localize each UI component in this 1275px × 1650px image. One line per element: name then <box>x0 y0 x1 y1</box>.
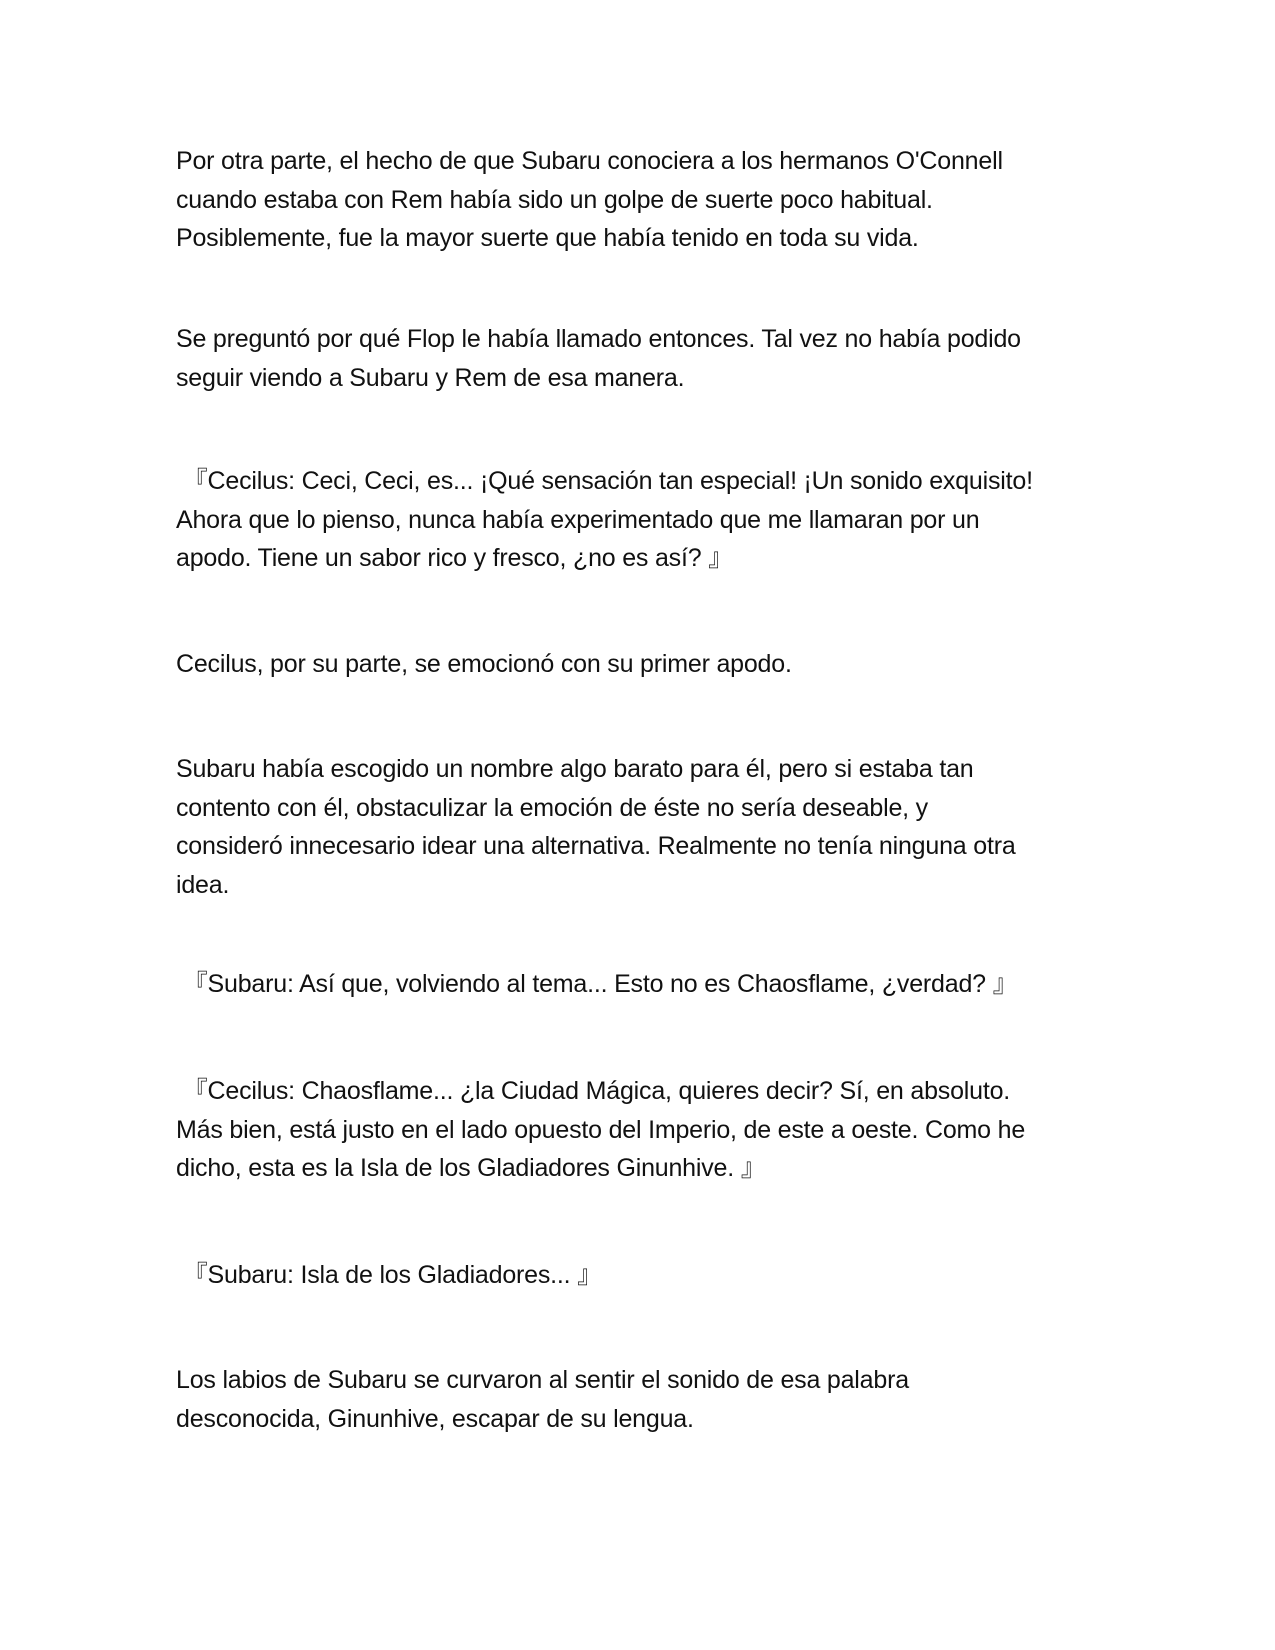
dialogue-cecilus-apodo: 『Cecilus: Ceci, Ceci, es... ¡Qué sensación tan especial! ¡Un sonido exquisito! Ahora que lo pienso, nunca había experimentado que me llamaran por un apodo. Tiene un sabor rico y fresco, ¿no es así? 』 <box>176 467 1033 572</box>
dialogue-cecilus-ginunhive: 『Cecilus: Chaosflame... ¿la Ciudad Mágica, quieres decir? Sí, en absoluto. Más bien, está justo en el lado opuesto del Imperio, de este a oeste. Como he dicho, esta es la Isla de los Gladiadores Ginunhive. 』 <box>176 1077 1026 1182</box>
paragraph-cecilus-emocion: Cecilus, por su parte, se emocionó con su primer apodo. <box>176 650 792 678</box>
paragraph-subaru-nombre: Subaru había escogido un nombre algo barato para él, pero si estaba tan contento con él, obstaculizar la emoción de éste no sería deseable, y consideró innecesario idear una alternativa. Realmente no tenía ninguna otra idea. <box>176 755 1016 899</box>
paragraph-labios-subaru: Los labios de Subaru se curvaron al sentir el sonido de esa palabra desconocida, Ginunhive, escapar de su lengua. <box>176 1366 909 1433</box>
paragraph-oconnell: Por otra parte, el hecho de que Subaru conociera a los hermanos O'Connell cuando estaba con Rem había sido un golpe de suerte poco habitual. Posiblemente, fue la mayor suerte que había tenido en toda su vida. <box>176 147 1003 252</box>
dialogue-subaru-chaosflame: 『Subaru: Así que, volviendo al tema... Esto no es Chaosflame, ¿verdad? 』 <box>176 970 1018 998</box>
paragraph-flop: Se preguntó por qué Flop le había llamado entonces. Tal vez no había podido seguir viendo a Subaru y Rem de esa manera. <box>176 325 1021 392</box>
dialogue-subaru-isla: 『Subaru: Isla de los Gladiadores... 』 <box>176 1261 602 1289</box>
